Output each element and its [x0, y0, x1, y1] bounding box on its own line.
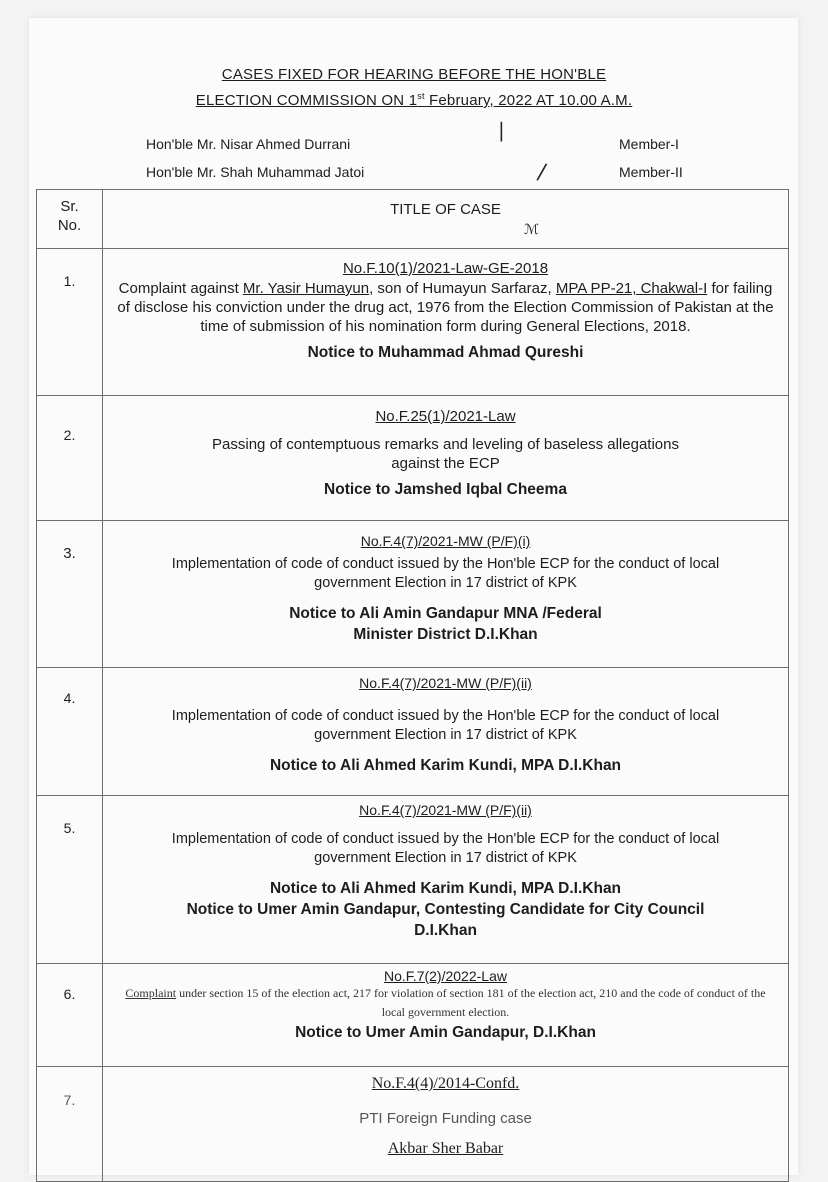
signature-mark: /: [535, 159, 548, 186]
notice-text-2: Notice to Umer Amin Gandapur, Contesting Candidate for City Council D.I.Khan: [186, 901, 705, 939]
file-number: No.F.4(7)/2021-MW (P/F)(i): [360, 533, 531, 549]
case-number: 1.: [37, 249, 103, 396]
case-cell: [103, 964, 789, 1067]
case-description: Complaint against Mr. Yasir Humayun, son of Humayun Sarfaraz, MPA PP-21, Chakwal-I for failing of disclose his conviction under the drug act, 1976 from the Election Commission of Pakistan at the time of submission of his nomination form during General Elections, 2018.: [117, 280, 774, 335]
file-number: No.F.7(2)/2022-Law: [384, 968, 507, 984]
table-row: [37, 964, 789, 1067]
file-number: No.F.25(1)/2021-Law: [375, 408, 516, 425]
case-description: PTI Foreign Funding case: [359, 1110, 532, 1127]
col-header-sr-line1: Sr.: [60, 198, 79, 215]
notice-text: Notice to Jamshed Iqbal Cheema: [324, 481, 567, 498]
member-2-name: Hon'ble Mr. Shah Muhammad Jatoi: [146, 164, 365, 180]
file-number: No.F.10(1)/2021-Law-GE-2018: [342, 260, 549, 277]
case-description: Implementation of code of conduct issued by the Hon'ble ECP for the conduct of local government Election in 17 district of KPK: [171, 831, 720, 866]
table-row: [37, 1067, 789, 1182]
table-header-row: [37, 190, 789, 249]
case-cell: [103, 1067, 789, 1182]
member-1-role: Member-I: [619, 136, 679, 152]
table-row: [37, 796, 789, 964]
case-number: 3.: [37, 521, 103, 668]
case-number: 4.: [37, 668, 103, 796]
notice-text: Notice to Ali Amin Gandapur MNA /Federal Minister District D.I.Khan: [289, 605, 602, 643]
case-description: Complaint under section 15 of the election act, 217 for violation of section 181 of the election act, 210 and the code of conduct of the local government election.: [125, 986, 766, 1019]
signature-mark: |: [498, 118, 505, 142]
case-cell: [103, 668, 789, 796]
notice-text: Akbar Sher Babar: [387, 1140, 504, 1157]
notice-text: Notice to Ali Ahmed Karim Kundi, MPA D.I.Khan: [269, 880, 622, 897]
case-cell: [103, 796, 789, 964]
signature-mark: ℳ: [524, 222, 539, 238]
table-row: [37, 521, 789, 668]
member-2-role: Member-II: [619, 164, 683, 180]
case-description: Implementation of code of conduct issued by the Hon'ble ECP for the conduct of local government Election in 17 district of KPK: [171, 556, 720, 591]
heading-line-1: CASES FIXED FOR HEARING BEFORE THE HON'BLE: [221, 66, 607, 83]
col-header-sr-line2: No.: [57, 217, 82, 234]
col-header-title: TITLE OF CASE: [103, 190, 789, 249]
notice-text: Notice to Muhammad Ahmad Qureshi: [307, 344, 584, 361]
col-header-sr: [37, 190, 103, 249]
case-number: 6.: [37, 964, 103, 1067]
notice-text: Notice to Umer Amin Gandapur, D.I.Khan: [295, 1024, 596, 1041]
heading-line-2: ELECTION COMMISSION ON 1st February, 2022 AT 10.00 A.M.: [195, 91, 633, 109]
cases-table: [36, 189, 789, 1182]
file-number: No.F.4(4)/2014-Confd.: [371, 1075, 520, 1092]
case-cell: [103, 396, 789, 521]
case-number: 2.: [37, 396, 103, 521]
case-number: 7.: [37, 1067, 103, 1182]
file-number: No.F.4(7)/2021-MW (P/F)(ii): [359, 675, 532, 691]
case-number: 5.: [37, 796, 103, 964]
notice-text: Notice to Ali Ahmed Karim Kundi, MPA D.I.Khan: [269, 757, 622, 774]
file-number: No.F.4(7)/2021-MW (P/F)(ii): [359, 802, 532, 818]
table-row: [37, 396, 789, 521]
table-row: [37, 249, 789, 396]
case-cell: [103, 249, 789, 396]
table-row: [37, 668, 789, 796]
case-cell: [103, 521, 789, 668]
member-1-name: Hon'ble Mr. Nisar Ahmed Durrani: [146, 136, 351, 152]
case-description: Passing of contemptuous remarks and leveling of baseless allegations against the ECP: [212, 436, 679, 472]
case-description: Implementation of code of conduct issued by the Hon'ble ECP for the conduct of local government Election in 17 district of KPK: [171, 708, 720, 743]
